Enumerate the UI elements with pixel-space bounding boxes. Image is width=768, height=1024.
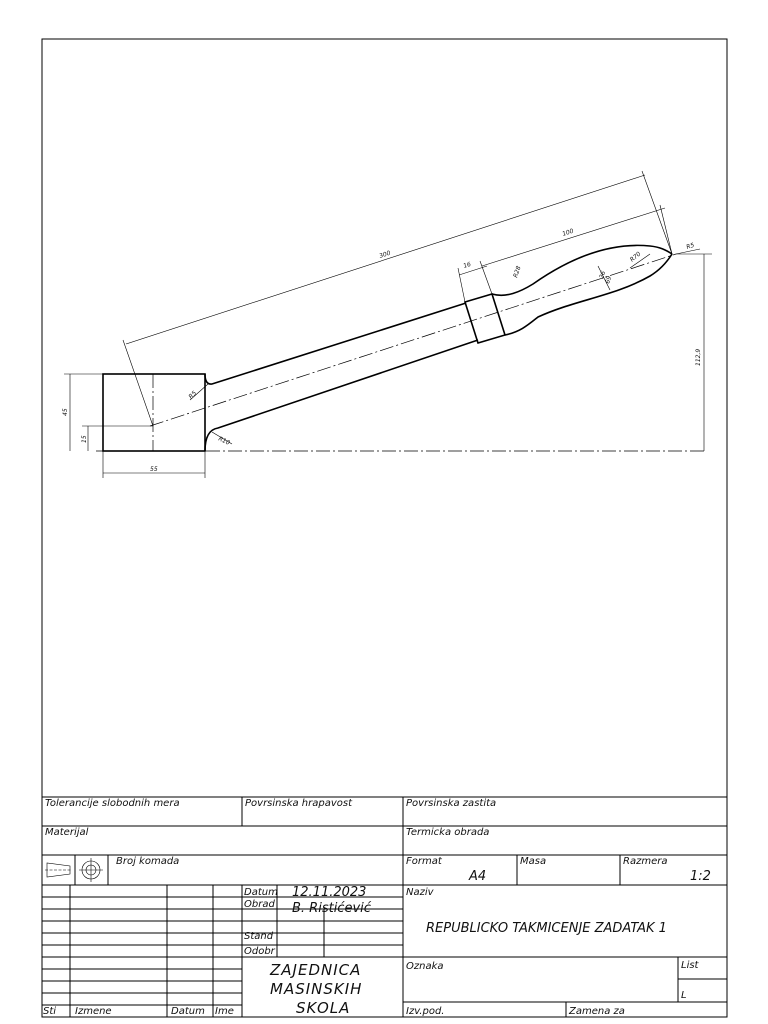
dim300-ext-b [642, 171, 672, 254]
format-label: Format [406, 856, 442, 867]
dim69-label: 69 [604, 275, 614, 285]
scale-label: Razmera [623, 856, 668, 867]
material-label: Materijal [45, 827, 89, 838]
school-line-2: MASINSKIH [270, 980, 363, 998]
date-label: Datum [244, 887, 278, 898]
dim300-ext-a [123, 340, 153, 426]
dimensions [62, 171, 712, 478]
roughness-label: Povrsinska hrapavost [245, 798, 353, 809]
sheet-value: L [681, 990, 687, 1001]
dim55-label: 55 [150, 466, 158, 473]
title-block [42, 797, 727, 1017]
drawn-value: B. Ristićević [292, 901, 371, 916]
tolerances-label: Tolerancije slobodnih mera [45, 798, 180, 809]
collar [465, 294, 505, 343]
mark-label: Oznaka [406, 961, 444, 972]
dim100-ext [480, 261, 492, 294]
standard-label: Stand [244, 931, 274, 942]
handle-lower [505, 254, 672, 335]
date-value: 12.11.2023 [292, 885, 367, 900]
dim45-label: 45 [62, 408, 69, 416]
rod-lower-edge [205, 340, 478, 451]
drawn-label: Obrad [244, 899, 275, 910]
rev-name-label: Ime [215, 1006, 234, 1017]
rev-sti-label: Sti [43, 1006, 57, 1017]
name-label: Naziv [406, 887, 434, 898]
projection-symbol-icon [45, 858, 103, 882]
piece-count-label: Broj komada [116, 856, 180, 867]
dimR10-label: R10 [217, 435, 231, 447]
format-value: A4 [469, 869, 487, 884]
dim15-label: 15 [81, 435, 88, 443]
sheet-label: List [681, 960, 699, 971]
rod-upper-edge [205, 303, 466, 384]
scale-value: 1:2 [690, 869, 711, 884]
school-line-3: SKOLA [296, 999, 351, 1017]
dimR70-label: R70 [628, 250, 643, 264]
dimR28-label: R28 [512, 265, 523, 279]
rev-date-label: Datum [171, 1006, 205, 1017]
replaces-label: Zamena za [569, 1006, 625, 1017]
approved-label: Odobr [244, 946, 275, 957]
rev-changes-label: Izmene [75, 1006, 112, 1017]
heat-treatment-label: Termicka obrada [406, 827, 490, 838]
part-drawing [96, 245, 705, 451]
dimR5neck-label: R5 [187, 389, 199, 401]
derived-from-label: Izv.pod. [406, 1006, 445, 1017]
dim1129-label: 112,9 [695, 348, 702, 366]
mass-label: Masa [520, 856, 547, 867]
school-line-1: ZAJEDNICA [270, 961, 362, 979]
protection-label: Povrsinska zastita [406, 798, 497, 809]
dim16-label: 16 [462, 260, 472, 270]
sheet-border [42, 39, 727, 1017]
dim26-label: 26 [598, 270, 608, 280]
dim300-line [126, 175, 645, 344]
base-block [103, 374, 205, 451]
dim100-ext-b [660, 205, 672, 254]
axis-centerline [150, 254, 676, 426]
dimR5tip-label: R5 [685, 241, 696, 251]
dim100-label: 100 [561, 227, 575, 238]
dim300-label: 300 [378, 249, 392, 260]
name-value: REPUBLICKO TAKMICENJE ZADATAK 1 [426, 921, 667, 936]
